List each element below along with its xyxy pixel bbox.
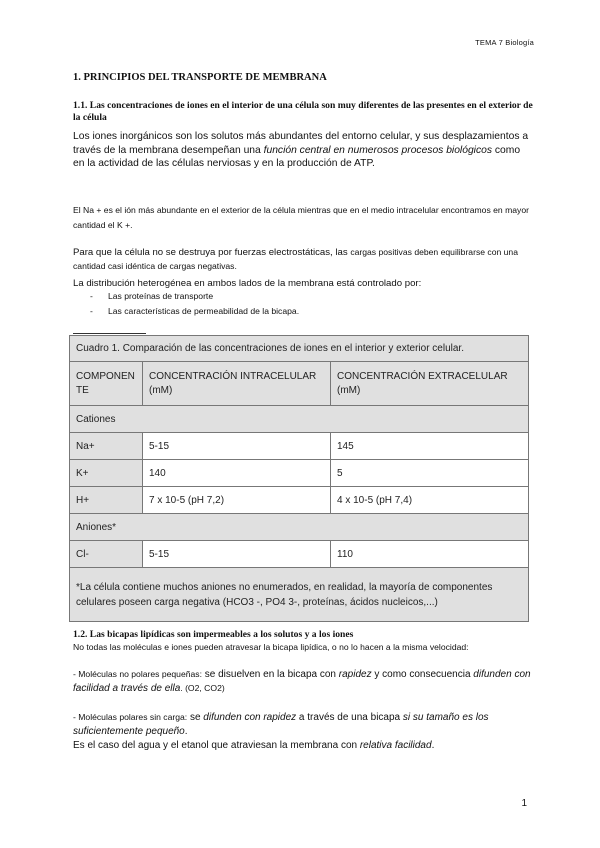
paragraph-7-emphasis-2: si su tamaño es los suficientemente pequeño — [73, 712, 489, 737]
section-1-1-title: 1.1. Las concentraciones de iones en el interior de una célula son muy diferentes de las presentes en el exterior de la célula — [73, 100, 533, 123]
section-1-2-title: 1.2. Las bicapas lipídicas son impermeables a los solutos y a los iones — [73, 629, 354, 640]
table-caption: Cuadro 1. Comparación de las concentraciones de iones en el interior y exterior celular. — [70, 336, 529, 362]
paragraph-7-emphasis-1: difunden con rapidez — [203, 712, 297, 723]
extracellular-cell: 110 — [331, 541, 529, 568]
paragraph-7-text-d: . — [184, 725, 188, 737]
table-header-extracellular: CONCENTRACIÓN EXTRACELULAR (mM) — [331, 362, 529, 406]
intracellular-cell: 7 x 10-5 (pH 7,2) — [143, 487, 331, 514]
paragraph-1 — [73, 130, 533, 171]
table-row — [70, 541, 529, 568]
paragraph-6-text-d: . (O2, CO2) — [180, 682, 225, 693]
paragraph-6-emphasis-1: rapidez — [338, 669, 372, 680]
ion-cell: Cl- — [70, 541, 143, 568]
table-row — [70, 487, 529, 514]
intracellular-cell: 5-15 — [143, 541, 331, 568]
ion-concentration-table — [69, 335, 529, 622]
intracellular-cell: 5-15 — [143, 433, 331, 460]
extracellular-cell: 4 x 10-5 (pH 7,4) — [331, 487, 529, 514]
table-row — [70, 460, 529, 487]
list-item: - Las características de permeabilidad de la bicapa. — [90, 306, 300, 316]
paragraph-6-label: - Moléculas no polares pequeñas: — [73, 669, 202, 679]
paragraph-1-text-a: Los iones inorgánicos son los solutos más abundantes del entorno celular, y sus desplazamientos a través de la membrana desempeñan una — [73, 131, 529, 156]
table-header-intracellular: CONCENTRACIÓN INTRACELULAR (mM) — [143, 362, 331, 406]
paragraph-7-text-b: se — [187, 712, 204, 723]
paragraph-4: La distribución heterogénea en ambos lados de la membrana está controlado por: — [73, 278, 422, 289]
paragraph-3 — [73, 246, 533, 273]
paragraph-6-text-c: y como consecuencia — [371, 669, 474, 680]
divider — [73, 333, 146, 334]
table-footnote: *La célula contiene muchos aniones no enumerados, en realidad, la mayoría de componentes celulares poseen carga negativa (HCO3 -, PO4 3-, proteínas, ácidos nucleicos,...) — [70, 568, 529, 622]
factor-list — [90, 289, 299, 319]
ion-cell: K+ — [70, 460, 143, 487]
paragraph-3-text-b: cargas positivas deben equilibrarse con una cantidad casi idéntica de cargas negativas. — [73, 247, 518, 271]
paragraph-5: No todas las moléculas e iones pueden atravesar la bicapa lipídica, o no lo hacen a la misma velocidad: — [73, 642, 469, 652]
paragraph-8 — [73, 739, 533, 753]
extracellular-cell: 5 — [331, 460, 529, 487]
table-header-component: COMPONENTE — [70, 362, 143, 406]
list-item: - Las proteínas de transporte — [90, 291, 214, 301]
list-item-text: Las características de permeabilidad de la bicapa. — [108, 306, 300, 316]
paragraph-7 — [73, 711, 533, 738]
intracellular-cell: 140 — [143, 460, 331, 487]
page-number: 1 — [521, 798, 527, 809]
paragraph-6-text-b: se disuelven en la bicapa con — [202, 669, 339, 680]
extracellular-cell: 145 — [331, 433, 529, 460]
paragraph-7-text-c: a través de una bicapa — [296, 712, 403, 723]
list-item-text: Las proteínas de transporte — [108, 291, 214, 301]
paragraph-6-emphasis-2: difunden con facilidad a través de ella — [73, 669, 531, 694]
ion-cell: H+ — [70, 487, 143, 514]
table-group-cations: Cationes — [70, 406, 529, 433]
running-header: TEMA 7 Biología — [475, 38, 534, 47]
paragraph-3-text-a: Para que la célula no se destruya por fuerzas electrostáticas, las — [73, 247, 351, 258]
paragraph-6 — [73, 668, 533, 695]
paragraph-1-text-b: como en la actividad de las células nerviosas y en la producción de ATP. — [73, 144, 521, 169]
table-group-anions: Aniones* — [70, 514, 529, 541]
table-row — [70, 433, 529, 460]
paragraph-8-text-a: Es el caso del agua y el etanol que atraviesan la membrana con — [73, 740, 360, 751]
paragraph-2: El Na + es el ión más abundante en el exterior de la célula mientras que en el medio intracelular encontramos en mayor cantidad el K +. — [73, 205, 529, 230]
paragraph-7-label: - Moléculas polares sin carga: — [73, 712, 188, 722]
paragraph-8-emphasis: relativa facilidad — [359, 740, 432, 751]
ion-cell: Na+ — [70, 433, 143, 460]
paragraph-8-text-b: . — [431, 740, 435, 751]
section-1-title: 1. PRINCIPIOS DEL TRANSPORTE DE MEMBRANA — [73, 72, 327, 83]
paragraph-1-emphasis: función central en numerosos procesos biológicos — [263, 144, 492, 156]
